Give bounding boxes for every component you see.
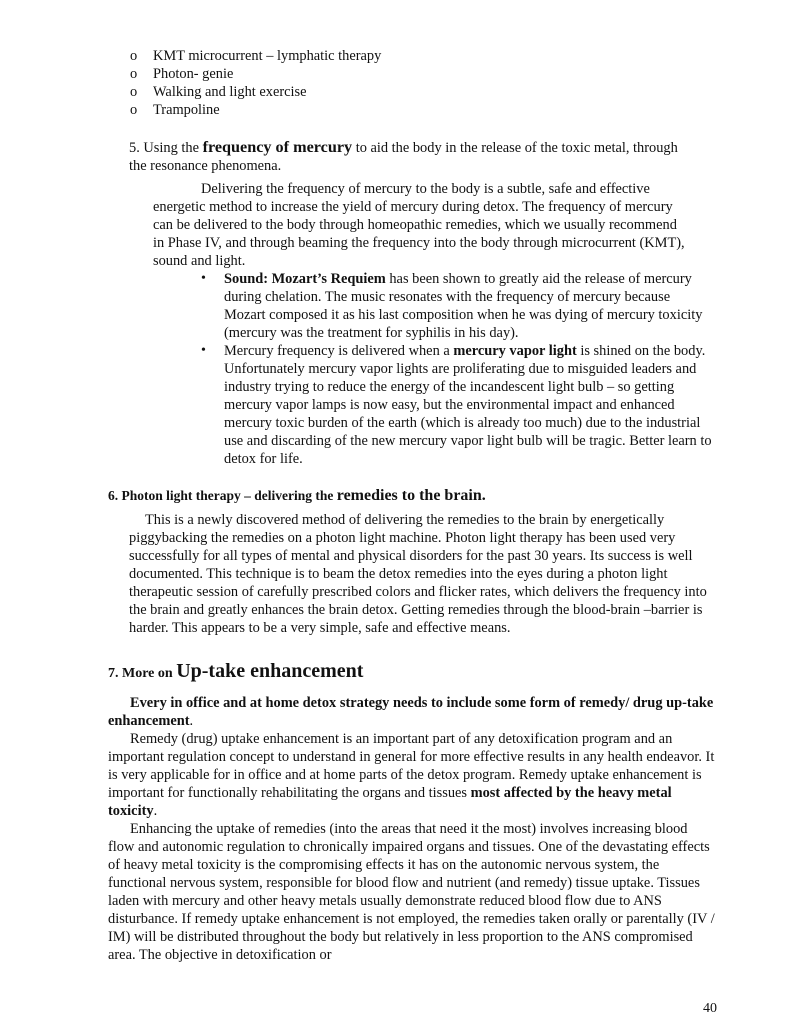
section-6-body: This is a newly discovered method of delivering the remedies to the brain by energetically piggybacking the remedies on a photon light machine. Photon light therapy has been used very successfully for all types of mental and physical disorders for the past 30 years. Its success is well documented. This technique is to beam the detox remedies into the eyes during a photon light therapeutic session of carefully prescribed colors and flicker rates, which delivers the frequency into the brain and greatly enhances the brain detox. Getting remedies through the blood-brain –barrier is harder. This appears to be a very simple, safe and effective means. (129, 512, 707, 636)
treatment-list (130, 47, 690, 119)
bullet-dot: • (201, 271, 206, 286)
list-item: • Sound: Mozart’s Requiem has been shown to greatly aid the release of mercury during chelation. The music resonates with the frequency of mercury because Mozart composed it as his last composition when he was dying of mercury toxicity (mercury was the treatment for syphilis in his day). (201, 271, 703, 341)
list-item: o Trampoline (130, 102, 220, 118)
circle-bullet: o (130, 48, 138, 64)
list-item: • Mercury frequency is delivered when a mercury vapor light is shined on the body. Unfortunately mercury vapor lights are proliferating due to misguided leaders and industry trying to reduce the energy of the incandescent light bulb – so getting mercury vapor lamps is now easy, but the environmental impact and enhanced mercury toxic burden of the earth (which is already too much) due to the industrial use and discarding of the new mercury vapor light bulb will be tragic. Better learn to detox for life. (201, 343, 712, 467)
section-5-body: Delivering the frequency of mercury to the body is a subtle, safe and effective energetic method to increase the yield of mercury during detox. The frequency of mercury can be delivered to the body through homeopathic remedies, which we usually recommend in Phase IV, and through beaming the frequency into the body through microcurrent (KMT), sound and light. (153, 181, 685, 269)
section-5-bullets (199, 270, 715, 468)
section-6-heading: 6. Photon light therapy – delivering the remedies to the brain. (108, 487, 486, 504)
list-item: o Photon- genie (130, 66, 234, 82)
list-item: o KMT microcurrent – lymphatic therapy (130, 48, 382, 64)
section-5-lead: 5. Using the frequency of mercury to aid the body in the release of the toxic metal, through the resonance phenomena. (129, 138, 678, 174)
paragraph: Remedy (drug) uptake enhancement is an important part of any detoxification program and an important regulation concept to understand in general for more effective results in any health endeavor. It is very applicable for in office and at home parts of the detox program. Remedy uptake enhancement is important for functionally rehabilitating the organs and tissues most affected by the heavy metal toxicity. (108, 731, 715, 819)
page-number: 40 (703, 1001, 717, 1016)
circle-bullet: o (130, 66, 138, 82)
paragraph: Enhancing the uptake of remedies (into the areas that need it the most) involves increasing blood flow and autonomic regulation to chronically impaired organs and tissues. One of the devastating effects of heavy metal toxicity is the compromising effects it has on the autonomic nervous system, the functional nervous system, responsible for blood flow and nutrient (and remedy) tissue uptake. Tissues laden with mercury and other heavy metals usually demonstrate reduced blood flow due to ANS disturbance. If remedy uptake enhancement is not employed, the remedies taken orally or parentally (IV / IM) will be distributed throughout the body but relatively in less proportion to the ANS compromised area. The objective in detoxification or (108, 821, 715, 963)
bullet-dot: • (201, 343, 206, 358)
section-7-heading: 7. More on Up-take enhancement (108, 660, 364, 682)
circle-bullet: o (130, 84, 138, 100)
paragraph: Every in office and at home detox strategy needs to include some form of remedy/ drug up-take enhancement. (108, 695, 714, 729)
section-7-body (108, 694, 716, 964)
circle-bullet: o (130, 102, 138, 118)
list-item: o Walking and light exercise (130, 84, 307, 100)
